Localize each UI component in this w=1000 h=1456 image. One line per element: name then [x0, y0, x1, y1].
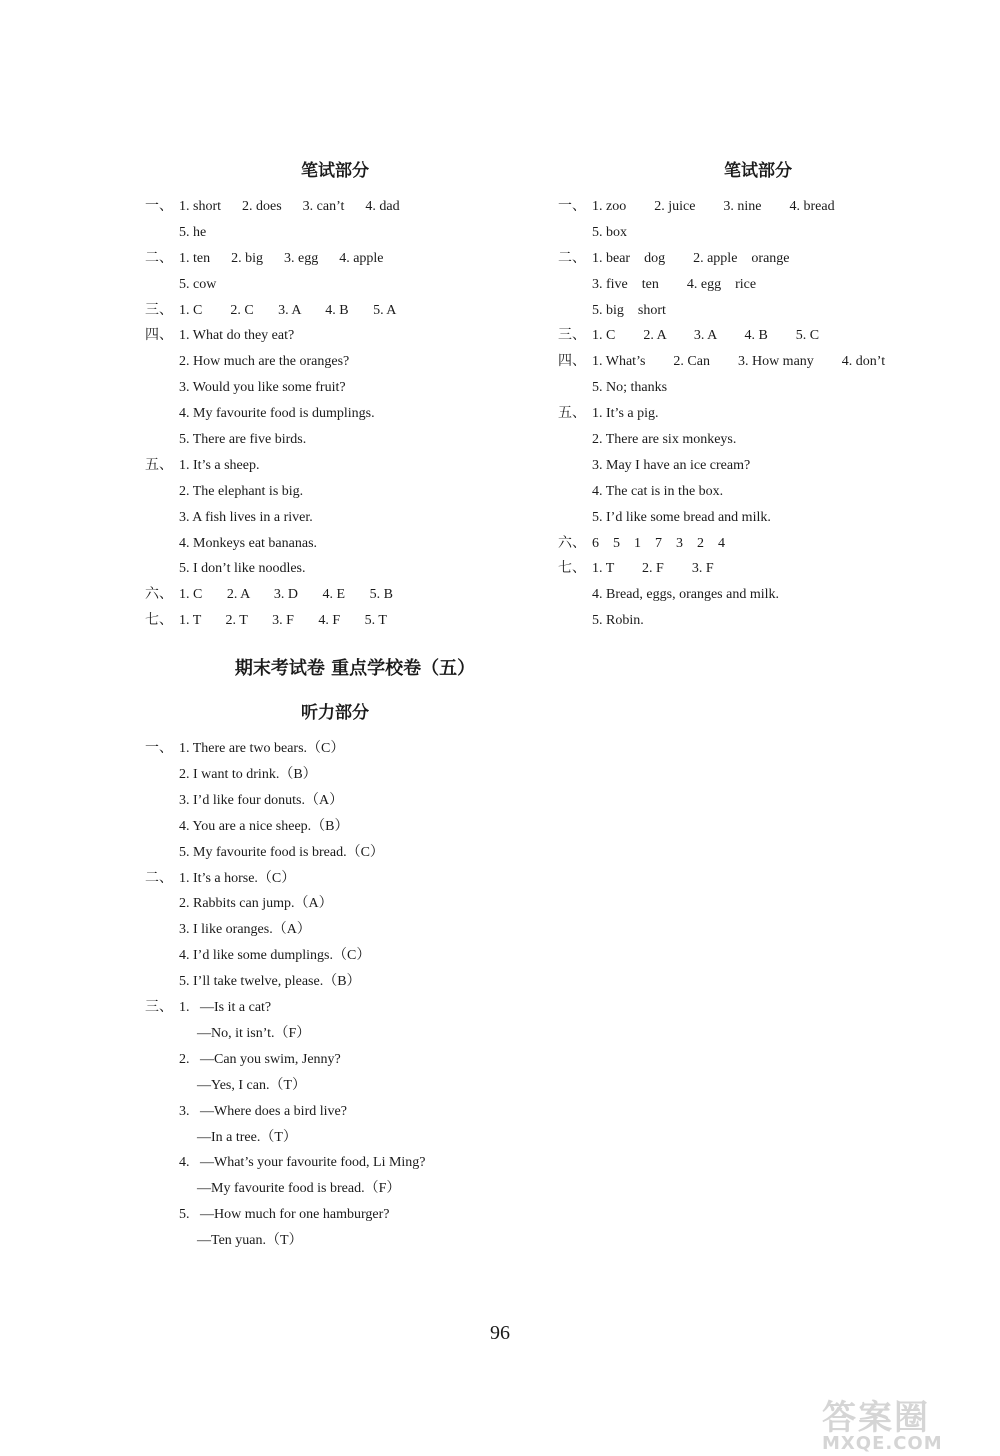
answer-text: 5. I’ll take twelve, please.（B） [179, 974, 361, 990]
answer-text: 1. ten 2. big 3. egg 4. apple [179, 250, 384, 266]
question-number: 三、 [558, 328, 586, 344]
answer-text: 4. My favourite food is dumplings. [179, 406, 375, 422]
question-number: 四、 [558, 354, 586, 370]
answer-text: 1. bear dog 2. apple orange [592, 250, 790, 266]
answer-line [558, 349, 958, 375]
answer-line [558, 246, 958, 272]
question-number: 二、 [145, 250, 173, 266]
question-number: 一、 [558, 199, 586, 214]
answer-text: —No, it isn’t.（F） [197, 1025, 311, 1041]
question-number: 一、 [145, 741, 173, 757]
answer-line [145, 1021, 525, 1047]
answer-text: 3. I’d like four donuts.（A） [179, 792, 344, 808]
answer-line [558, 298, 958, 324]
answer-text: 2. How much are the oranges? [179, 354, 350, 370]
answer-text: 1. C 2. A 3. D 4. E 5. B [179, 587, 393, 603]
answer-line [145, 375, 525, 401]
answer-text: 1. What’s 2. Can 3. How many 4. don’t [592, 354, 886, 370]
written-section-heading: 笔试部分 [724, 161, 792, 181]
answer-text: —My favourite food is bread.（F） [197, 1181, 401, 1197]
question-number: 二、 [145, 870, 173, 886]
watermark-logo-url: MXQE.COM [822, 1433, 943, 1454]
answer-text: 4. —What’s your favourite food, Li Ming? [179, 1155, 426, 1171]
answer-text: 2. I want to drink.（B） [179, 767, 317, 783]
answer-text: 5. I’d like some bread and milk. [592, 509, 771, 525]
answer-line [145, 246, 525, 272]
answer-text: 1. short 2. does 3. can’t 4. dad [179, 199, 400, 214]
answer-line [145, 917, 525, 943]
answer-line [145, 582, 525, 608]
answer-line [558, 531, 958, 557]
answer-line [145, 1202, 525, 1228]
watermark-logo [822, 1390, 992, 1454]
answer-text: 4. Monkeys eat bananas. [179, 535, 318, 551]
answer-text: 4. Bread, eggs, oranges and milk. [592, 587, 780, 603]
answer-line [145, 1228, 525, 1254]
answer-line [145, 479, 525, 505]
answer-line [145, 194, 525, 220]
answer-text: 1. There are two bears.（C） [179, 741, 345, 757]
question-number: 二、 [558, 250, 586, 266]
answer-text: 5. Robin. [592, 613, 644, 629]
answer-line [145, 323, 525, 349]
question-number: 六、 [558, 535, 586, 551]
answer-line [558, 582, 958, 608]
answer-line [145, 1073, 525, 1099]
answer-line [558, 505, 958, 531]
answer-line [145, 1176, 525, 1202]
answer-line [145, 866, 525, 892]
answer-line [558, 401, 958, 427]
page-number: 96 [490, 1322, 510, 1344]
answer-text: —Ten yuan.（T） [197, 1233, 303, 1249]
written-answers-list [558, 194, 958, 634]
answer-text: 4. I’d like some dumplings.（C） [179, 948, 371, 964]
answer-line [145, 1125, 525, 1151]
answer-text: —In a tree.（T） [197, 1129, 297, 1145]
question-number: 五、 [558, 406, 586, 422]
answer-line [558, 427, 958, 453]
answer-text: 5. My favourite food is bread.（C） [179, 844, 384, 860]
right-column [558, 158, 958, 634]
answer-line [145, 220, 525, 246]
answer-line [145, 1047, 525, 1073]
answer-text: 5. No; thanks [592, 380, 668, 396]
answer-text: 6 5 1 7 3 2 4 [592, 535, 725, 551]
answer-text: 1. It’s a sheep. [179, 457, 260, 473]
answer-text: 3. Would you like some fruit? [179, 380, 346, 396]
answer-line [145, 788, 525, 814]
answer-text: 5. cow [179, 276, 217, 292]
answer-text: 1. T 2. F 3. F [592, 561, 714, 577]
answer-line [145, 349, 525, 375]
answer-text: 1. zoo 2. juice 3. nine 4. bread [592, 199, 835, 214]
question-number: 四、 [145, 328, 173, 344]
question-number: 三、 [145, 1000, 173, 1016]
answer-text: 4. You are a nice sheep.（B） [179, 818, 349, 834]
answer-line [558, 220, 958, 246]
answer-line [145, 891, 525, 917]
answer-text: 2. There are six monkeys. [592, 432, 737, 448]
answer-line [145, 505, 525, 531]
answer-line [145, 453, 525, 479]
question-number: 七、 [558, 561, 586, 577]
answer-text: —Yes, I can.（T） [197, 1077, 307, 1093]
answer-line [145, 1099, 525, 1125]
answer-line [145, 401, 525, 427]
answer-line [145, 608, 525, 634]
question-number: 六、 [145, 587, 173, 603]
answer-text: 2. Rabbits can jump.（A） [179, 896, 333, 912]
answer-text: 5. he [179, 224, 207, 240]
answer-line [145, 840, 525, 866]
answer-text: 1. It’s a horse.（C） [179, 870, 296, 886]
answer-line [558, 556, 958, 582]
answer-text: 2. —Can you swim, Jenny? [179, 1051, 341, 1067]
answer-text: 3. I like oranges.（A） [179, 922, 311, 938]
answer-line [558, 194, 958, 220]
answer-text: 3. —Where does a bird live? [179, 1103, 347, 1119]
exam-title: 期末考试卷 重点学校卷（五） [234, 658, 476, 680]
answer-text: 1. C 2. A 3. A 4. B 5. C [592, 328, 820, 344]
answer-line [558, 272, 958, 298]
answer-text: 1. C 2. C 3. A 4. B 5. A [179, 302, 397, 318]
answer-line [145, 298, 525, 324]
answer-line [145, 427, 525, 453]
answer-text: 2. The elephant is big. [179, 483, 304, 499]
question-number: 三、 [145, 302, 173, 318]
question-number: 七、 [145, 613, 173, 629]
answer-line [145, 762, 525, 788]
answer-text: 1. —Is it a cat? [179, 1000, 272, 1016]
answer-line [145, 995, 525, 1021]
answer-line [145, 814, 525, 840]
answer-line [145, 943, 525, 969]
answer-line [558, 323, 958, 349]
answer-text: 5. There are five birds. [179, 432, 307, 448]
left-column [145, 158, 525, 1254]
listening-section-heading: 听力部分 [301, 703, 369, 724]
watermark-logo-text: 答案圈 [822, 1398, 930, 1438]
listening-answers-list [145, 736, 525, 1254]
answer-text: 1. It’s a pig. [592, 406, 659, 422]
answer-line [145, 531, 525, 557]
answer-text: 5. I don’t like noodles. [179, 561, 306, 577]
answer-line [558, 608, 958, 634]
answer-text: 5. box [592, 224, 627, 240]
answer-text: 1. What do they eat? [179, 328, 295, 344]
answer-text: 5. —How much for one hamburger? [179, 1207, 390, 1223]
answer-text: 3. A fish lives in a river. [179, 509, 313, 525]
answer-text: 4. The cat is in the box. [592, 483, 724, 499]
answer-line [558, 375, 958, 401]
answer-line [145, 556, 525, 582]
answer-line [145, 272, 525, 298]
answer-text: 5. big short [592, 302, 666, 318]
question-number: 五、 [145, 457, 173, 473]
answer-line [558, 479, 958, 505]
question-number: 一、 [145, 199, 173, 214]
answer-text: 1. T 2. T 3. F 4. F 5. T [179, 613, 387, 629]
written-section-heading: 笔试部分 [301, 161, 369, 181]
answer-text: 3. five ten 4. egg rice [592, 276, 757, 292]
answer-text: 3. May I have an ice cream? [592, 457, 751, 473]
answer-line [145, 969, 525, 995]
answer-line [558, 453, 958, 479]
answer-line [145, 736, 525, 762]
written-answers-list [145, 194, 525, 634]
answer-line [145, 1150, 525, 1176]
